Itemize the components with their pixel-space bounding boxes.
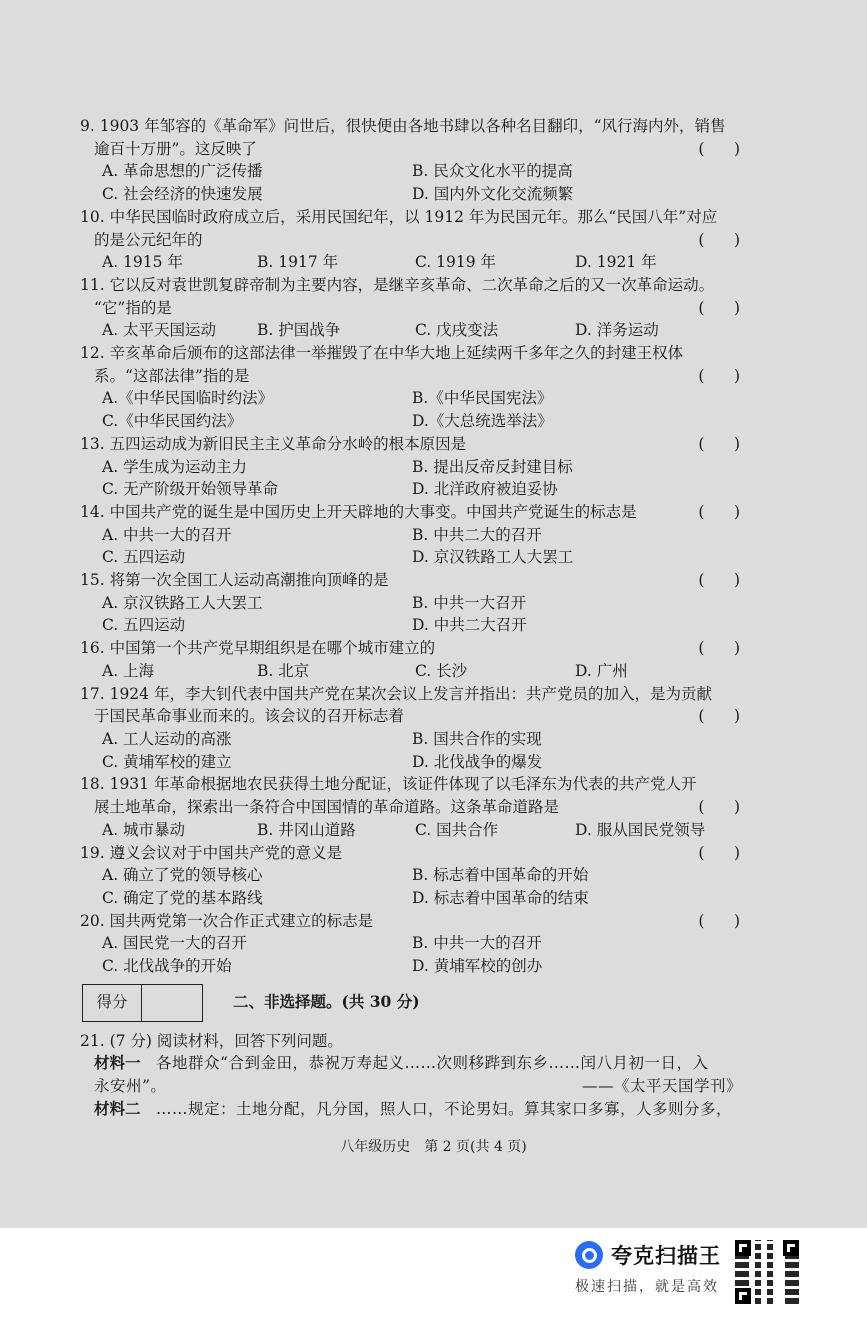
- answer-option[interactable]: C. 1919 年: [415, 253, 497, 272]
- question-stem: 14. 中国共产党的诞生是中国历史上开天辟地的大事变。中国共产党诞生的标志是: [80, 502, 637, 521]
- options-group: [80, 819, 750, 842]
- answer-paren[interactable]: ( ): [698, 139, 740, 158]
- question-stem-line: [80, 365, 750, 388]
- answer-option[interactable]: A. 1915 年: [102, 253, 183, 272]
- options-group: [80, 864, 750, 909]
- options-group: [80, 592, 750, 637]
- answer-option[interactable]: D. 服从国民党领导: [575, 820, 706, 839]
- answer-option[interactable]: B. 标志着中国革命的开始: [412, 866, 589, 885]
- quark-logo-icon: [575, 1241, 603, 1269]
- answer-option[interactable]: D. 中共二大召开: [412, 616, 527, 635]
- answer-option[interactable]: A. 中共一大的召开: [102, 525, 232, 544]
- spacer: [141, 1100, 157, 1118]
- question-stem-cont: “它”指的是: [94, 298, 172, 317]
- question-item: [80, 274, 750, 342]
- question-item: [80, 637, 750, 682]
- question-stem: 21. (7 分) 阅读材料，回答下列问题。: [80, 1031, 343, 1050]
- question-stem-line: [80, 274, 750, 297]
- question-stem-line: [80, 138, 750, 161]
- question-item: [80, 115, 750, 206]
- question-stem-line: [80, 297, 750, 320]
- answer-option[interactable]: D. 国内外文化交流频繁: [412, 185, 574, 204]
- answer-option[interactable]: B. 1917 年: [257, 253, 339, 272]
- answer-paren[interactable]: ( ): [698, 434, 740, 453]
- material-one-cont: [80, 1075, 750, 1098]
- answer-option[interactable]: B. 提出反帝反封建目标: [412, 457, 573, 476]
- question-stem-line: [80, 433, 750, 456]
- answer-option[interactable]: D.《大总统选举法》: [412, 412, 553, 431]
- question-stem: 13. 五四运动成为新旧民主主义革命分水岭的根本原因是: [80, 434, 467, 453]
- material-source: ——《太平天国学刊》: [581, 1077, 742, 1096]
- question-stem-line: [80, 501, 750, 524]
- answer-option[interactable]: D. 北洋政府被迫妥协: [412, 480, 558, 499]
- watermark-slogan: 极速扫描，就是高效: [575, 1278, 719, 1294]
- question-item: [80, 342, 750, 433]
- question-item: [80, 206, 750, 274]
- scanner-watermark: [575, 1240, 755, 1296]
- material-one: [80, 1052, 750, 1075]
- answer-option[interactable]: B. 中共二大的召开: [412, 525, 542, 544]
- material-label: 材料一: [94, 1053, 141, 1073]
- answer-option[interactable]: B. 国共合作的实现: [412, 729, 542, 748]
- question-stem-line: [80, 569, 750, 592]
- question-stem-line: [80, 115, 750, 138]
- material-label: 材料二: [94, 1098, 141, 1118]
- answer-paren[interactable]: ( ): [698, 366, 740, 385]
- score-label: 得分: [83, 985, 142, 1021]
- question-stem: 11. 它以反对袁世凯复辟帝制为主要内容，是继辛亥革命、二次革命之后的又一次革命运动。: [80, 275, 715, 294]
- answer-option[interactable]: A. 确立了党的领导核心: [102, 866, 263, 885]
- answer-option[interactable]: D. 1921 年: [575, 253, 657, 272]
- question-item: [80, 842, 750, 910]
- score-section: [80, 982, 750, 1024]
- answer-option[interactable]: A. 上海: [102, 661, 155, 680]
- question-item: [80, 433, 750, 501]
- question-stem: 10. 中华民国临时政府成立后，采用民国纪年，以 1912 年为民国元年。那么“民国八年”对应: [80, 207, 718, 226]
- answer-option[interactable]: A. 太平天国运动: [102, 321, 217, 340]
- watermark-brand: 夸克扫描王: [611, 1245, 721, 1268]
- answer-option[interactable]: C. 长沙: [415, 661, 468, 680]
- qr-corner-icon: [735, 1288, 751, 1304]
- question-stem: 16. 中国第一个共产党早期组织是在哪个城市建立的: [80, 639, 436, 658]
- question-stem: 20. 国共两党第一次合作正式建立的标志是: [80, 911, 374, 930]
- question-stem-line: [80, 910, 750, 933]
- material-text: ……规定：土地分配，凡分国，照人口，不论男妇。算其家口多寡，人多则分多，: [156, 1099, 733, 1118]
- question-stem: 12. 辛亥革命后颁布的这部法律一举摧毁了在中华大地上延续两千多年之久的封建王权体: [80, 344, 684, 363]
- score-box: [82, 984, 203, 1022]
- answer-option[interactable]: C. 五四运动: [102, 548, 186, 567]
- question-stem-cont: 于国民革命事业而来的。该会议的召开标志着: [94, 707, 405, 726]
- question-stem-line: [80, 683, 750, 706]
- material-two: [80, 1098, 750, 1121]
- answer-option[interactable]: A. 工人运动的高涨: [102, 729, 232, 748]
- question-stem-line: [80, 206, 750, 229]
- question-stem-line: [80, 637, 750, 660]
- options-group: [80, 319, 750, 342]
- answer-option[interactable]: C.《中华民国约法》: [102, 412, 243, 431]
- question-stem-cont: 系。“这部法律”指的是: [94, 366, 250, 385]
- answer-paren[interactable]: ( ): [698, 230, 740, 249]
- answer-option[interactable]: B.《中华民国宪法》: [412, 389, 553, 408]
- question-item: [80, 569, 750, 637]
- answer-option[interactable]: A. 城市暴动: [102, 820, 186, 839]
- section-title: 二、非选择题。(共 30 分): [233, 992, 420, 1012]
- question-stem-cont: 的是公元纪年的: [94, 230, 203, 249]
- answer-option[interactable]: C. 社会经济的快速发展: [102, 185, 263, 204]
- answer-option[interactable]: B. 北京: [257, 661, 310, 680]
- answer-option[interactable]: D. 广州: [575, 661, 628, 680]
- answer-paren[interactable]: ( ): [698, 843, 740, 862]
- options-group: [80, 160, 750, 205]
- question-item: [80, 501, 750, 569]
- options-group: [80, 524, 750, 569]
- answer-option[interactable]: A.《中华民国临时约法》: [102, 389, 274, 408]
- answer-option[interactable]: B. 井冈山道路: [257, 820, 356, 839]
- question-stem-line: [80, 773, 750, 796]
- answer-option[interactable]: C. 无产阶级开始领导革命: [102, 480, 279, 499]
- question-stem: 19. 遵义会议对于中国共产党的意义是: [80, 843, 343, 862]
- question-stem: 18. 1931 年革命根据地农民获得土地分配证，该证件体现了以毛泽东为代表的共产党人开: [80, 775, 697, 794]
- material-text: 各地群众“合到金田，恭祝万寿起义……次则移跸到东乡……闰八月初一日，入: [156, 1054, 709, 1073]
- question-stem: 17. 1924 年，李大钊代表中国共产党在某次会议上发言并指出：共产党员的加入，是为贡献: [80, 684, 712, 703]
- options-group: [80, 251, 750, 274]
- answer-option[interactable]: D. 洋务运动: [575, 321, 659, 340]
- options-group: [80, 387, 750, 432]
- question-list: [80, 115, 750, 1121]
- answer-option[interactable]: C. 国共合作: [415, 820, 499, 839]
- qr-corner-icon: [783, 1240, 799, 1256]
- options-group: [80, 456, 750, 501]
- answer-option[interactable]: C. 五四运动: [102, 616, 186, 635]
- material-text: 永安州”。: [94, 1077, 167, 1096]
- answer-option[interactable]: A. 京汉铁路工人大罢工: [102, 593, 263, 612]
- answer-option[interactable]: B. 民众文化水平的提高: [412, 162, 573, 181]
- page-footer: 八年级历史 第 2 页(共 4 页): [340, 1139, 527, 1155]
- answer-option[interactable]: D. 标志着中国革命的结束: [412, 888, 589, 907]
- answer-option[interactable]: A. 学生成为运动主力: [102, 457, 248, 476]
- answer-option[interactable]: C. 黄埔军校的建立: [102, 752, 232, 771]
- answer-paren[interactable]: ( ): [698, 798, 740, 817]
- question-item: [80, 683, 750, 774]
- answer-paren[interactable]: ( ): [698, 502, 740, 521]
- answer-option[interactable]: B. 护国战争: [257, 321, 341, 340]
- question-stem-cont: 展土地革命，探索出一条符合中国国情的革命道路。这条革命道路是: [94, 798, 560, 817]
- question-stem-line: [80, 842, 750, 865]
- answer-option[interactable]: C. 戊戌变法: [415, 321, 499, 340]
- question-stem-line: [80, 796, 750, 819]
- question-stem: 9. 1903 年邹容的《革命军》问世后，很快便由各地书肆以各种名目翻印，“风行海内外，销售: [80, 117, 726, 135]
- answer-paren[interactable]: ( ): [698, 571, 740, 590]
- answer-paren[interactable]: ( ): [698, 298, 740, 317]
- question-item: [80, 910, 750, 978]
- answer-option[interactable]: C. 北伐战争的开始: [102, 957, 232, 976]
- answer-option[interactable]: A. 国民党一大的召开: [102, 934, 248, 953]
- options-group: [80, 728, 750, 773]
- answer-option[interactable]: B. 中共一大召开: [412, 593, 527, 612]
- spacer: [141, 1054, 157, 1072]
- question-item: [80, 773, 750, 841]
- question-stem-line: [80, 229, 750, 252]
- answer-option[interactable]: A. 革命思想的广泛传播: [102, 162, 263, 181]
- answer-option[interactable]: D. 京汉铁路工人大罢工: [412, 548, 574, 567]
- answer-paren[interactable]: ( ): [698, 639, 740, 658]
- options-group: [80, 660, 750, 683]
- score-blank[interactable]: [142, 985, 202, 1021]
- answer-paren[interactable]: ( ): [698, 911, 740, 930]
- answer-option[interactable]: B. 中共一大的召开: [412, 934, 542, 953]
- question-stem-line: [80, 342, 750, 365]
- answer-option[interactable]: D. 黄埔军校的创办: [412, 957, 543, 976]
- question-stem-line: [80, 705, 750, 728]
- material-block: [80, 1030, 750, 1121]
- question-stem: 15. 将第一次全国工人运动高潮推向顶峰的是: [80, 571, 389, 590]
- question-stem-cont: 逾百十万册”。这反映了: [94, 139, 257, 158]
- answer-option[interactable]: C. 确定了党的基本路线: [102, 888, 263, 907]
- answer-paren[interactable]: ( ): [698, 707, 740, 726]
- options-group: [80, 932, 750, 977]
- qr-corner-icon: [735, 1240, 751, 1256]
- answer-option[interactable]: D. 北伐战争的爆发: [412, 752, 543, 771]
